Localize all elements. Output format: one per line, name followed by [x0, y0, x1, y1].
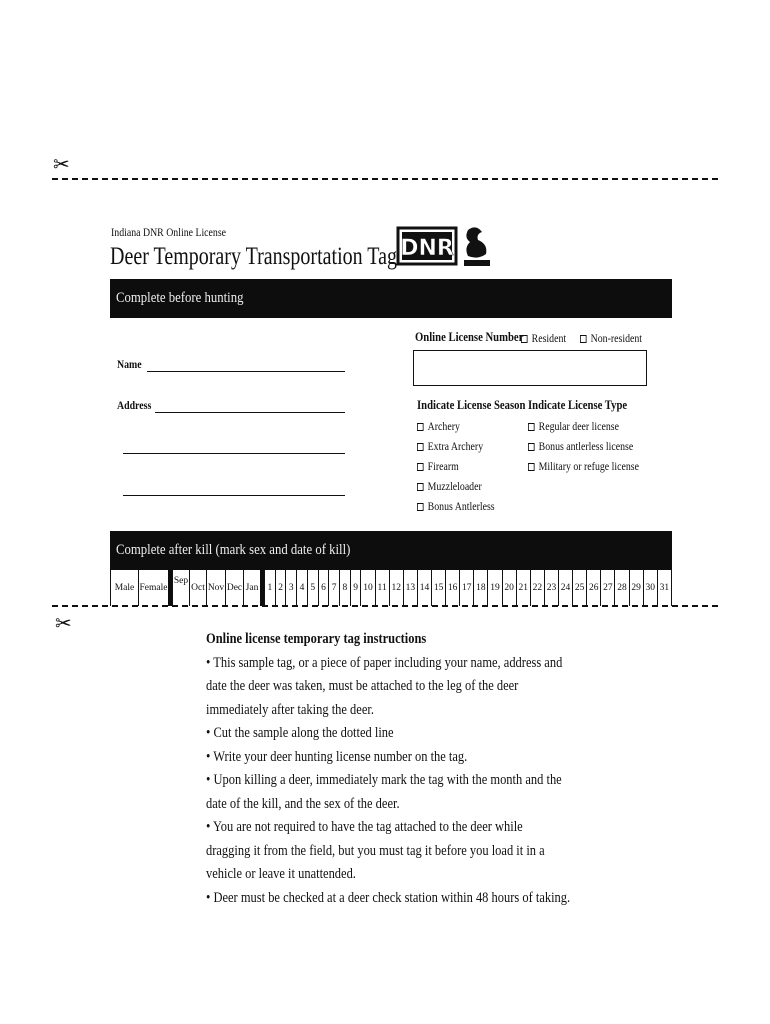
day-cell[interactable]: 17	[459, 570, 473, 606]
instruction-line: • Upon killing a deer, immediately mark the tag with the month and the	[206, 772, 562, 788]
day-cell[interactable]: 18	[473, 570, 487, 606]
license-number-label: Online License Number	[415, 329, 524, 344]
day-cell[interactable]: 9	[350, 570, 361, 606]
season-label: Firearm	[427, 459, 459, 473]
instruction-line: • Deer must be checked at a deer check station within 48 hours of taking.	[206, 889, 571, 906]
instructions	[206, 628, 576, 910]
resident-label: Resident	[531, 331, 567, 345]
day-cell[interactable]: 14	[417, 570, 431, 606]
type-label: Military or refuge license	[538, 459, 639, 473]
day-cell[interactable]: 4	[296, 570, 307, 606]
day-cell[interactable]: 23	[544, 570, 558, 606]
day-cell[interactable]: 16	[445, 570, 459, 606]
type-label: Regular deer license	[538, 419, 619, 433]
season-option[interactable]	[417, 439, 495, 459]
season-label: Bonus Antlerless	[427, 499, 495, 513]
nonresident-option[interactable]	[580, 331, 642, 346]
day-cell[interactable]: 19	[487, 570, 501, 606]
scissors-icon: ✂	[55, 611, 72, 635]
month-cell[interactable]: Nov	[206, 570, 225, 606]
season-label: Muzzleloader	[427, 479, 482, 493]
day-cell[interactable]: 30	[643, 570, 657, 606]
resident-option[interactable]	[521, 331, 566, 346]
nonresident-label: Non-resident	[590, 331, 643, 345]
address-field-1[interactable]	[155, 400, 345, 413]
day-cell[interactable]: 28	[614, 570, 628, 606]
season-checkbox[interactable]	[417, 423, 424, 431]
day-cells	[264, 570, 672, 606]
season-list	[417, 419, 512, 519]
resident-checkbox[interactable]	[521, 335, 528, 343]
type-option[interactable]	[528, 419, 639, 439]
nonresident-checkbox[interactable]	[580, 335, 587, 343]
instructions-heading: Online license temporary tag instructions	[206, 631, 427, 647]
type-checkbox[interactable]	[528, 463, 535, 471]
day-cell[interactable]: 13	[403, 570, 417, 606]
instruction-line: date the deer was taken, must be attached to the leg of the deer	[206, 678, 519, 694]
after-kill-label: Complete after kill (mark sex and date of kill)	[116, 542, 351, 558]
dnr-logo	[396, 222, 496, 270]
address-field-3[interactable]	[123, 483, 345, 496]
day-cell[interactable]: 29	[629, 570, 643, 606]
season-label: Extra Archery	[427, 439, 484, 453]
instruction-line: • You are not required to have the tag attached to the deer while	[206, 819, 523, 835]
season-label: Archery	[427, 419, 460, 433]
day-cell[interactable]: 26	[586, 570, 600, 606]
scissors-icon: ✂	[53, 152, 70, 176]
sex-cell-male[interactable]: Male	[110, 570, 138, 606]
day-cell[interactable]: 15	[431, 570, 445, 606]
day-cell[interactable]: 7	[328, 570, 339, 606]
page-title: Deer Temporary Transportation Tag	[110, 243, 397, 270]
name-field[interactable]	[147, 358, 345, 372]
license-number-field[interactable]	[413, 350, 647, 386]
org-line: Indiana DNR Online License	[111, 225, 227, 239]
address-label: Address	[117, 398, 152, 412]
day-cell[interactable]: 10	[360, 570, 374, 606]
cut-line-top	[52, 178, 718, 180]
type-option[interactable]	[528, 459, 639, 479]
season-option[interactable]	[417, 419, 495, 439]
logo-text: DNR	[400, 236, 454, 261]
season-option[interactable]	[417, 499, 495, 519]
sex-cell-female[interactable]: Female	[138, 570, 168, 606]
season-checkbox[interactable]	[417, 483, 424, 491]
day-cell[interactable]: 5	[307, 570, 318, 606]
before-hunting-bar	[110, 279, 672, 318]
day-cell[interactable]: 12	[389, 570, 403, 606]
type-heading: Indicate License Type	[528, 397, 628, 412]
cut-line-bottom	[52, 605, 718, 607]
after-kill-bar	[110, 531, 672, 570]
type-checkbox[interactable]	[528, 423, 535, 431]
day-cell[interactable]: 31	[657, 570, 671, 606]
day-cell[interactable]: 8	[339, 570, 350, 606]
month-cell[interactable]: Jan	[243, 570, 260, 606]
season-option[interactable]	[417, 459, 495, 479]
day-cell[interactable]: 6	[318, 570, 329, 606]
day-cell[interactable]: 24	[558, 570, 572, 606]
instruction-line: immediately after taking the deer.	[206, 701, 374, 718]
instruction-line: date of the kill, and the sex of the deer.	[206, 795, 400, 812]
address-field-2[interactable]	[123, 441, 345, 454]
type-checkbox[interactable]	[528, 443, 535, 451]
name-label: Name	[117, 357, 142, 371]
season-option[interactable]	[417, 479, 495, 499]
day-cell[interactable]: 11	[375, 570, 389, 606]
day-cell[interactable]: 25	[572, 570, 586, 606]
type-list	[528, 419, 663, 479]
instruction-line: • This sample tag, or a piece of paper including your name, address and	[206, 654, 563, 671]
instruction-line: dragging it from the field, but you must tag it before you load it in a	[206, 842, 545, 859]
season-checkbox[interactable]	[417, 463, 424, 471]
day-cell[interactable]: 1	[264, 570, 275, 606]
before-hunting-label: Complete before hunting	[116, 290, 244, 306]
instruction-line: vehicle or leave it unattended.	[206, 866, 356, 882]
day-cell[interactable]: 3	[285, 570, 296, 606]
day-cell[interactable]: 21	[516, 570, 530, 606]
month-cell[interactable]: Sep	[172, 570, 189, 606]
day-cell[interactable]: 22	[530, 570, 544, 606]
type-label: Bonus antlerless license	[538, 439, 634, 453]
day-cell[interactable]: 2	[275, 570, 286, 606]
season-checkbox[interactable]	[417, 503, 424, 511]
instruction-line: • Cut the sample along the dotted line	[206, 725, 394, 741]
season-checkbox[interactable]	[417, 443, 424, 451]
type-option[interactable]	[528, 439, 639, 459]
season-heading: Indicate License Season	[417, 397, 526, 412]
day-cell[interactable]: 20	[502, 570, 516, 606]
month-cell[interactable]: Oct	[189, 570, 206, 606]
kill-marking-strip	[110, 570, 672, 606]
day-cell[interactable]: 27	[600, 570, 614, 606]
instruction-line: • Write your deer hunting license number on the tag.	[206, 748, 468, 765]
month-cell[interactable]: Dec	[225, 570, 243, 606]
